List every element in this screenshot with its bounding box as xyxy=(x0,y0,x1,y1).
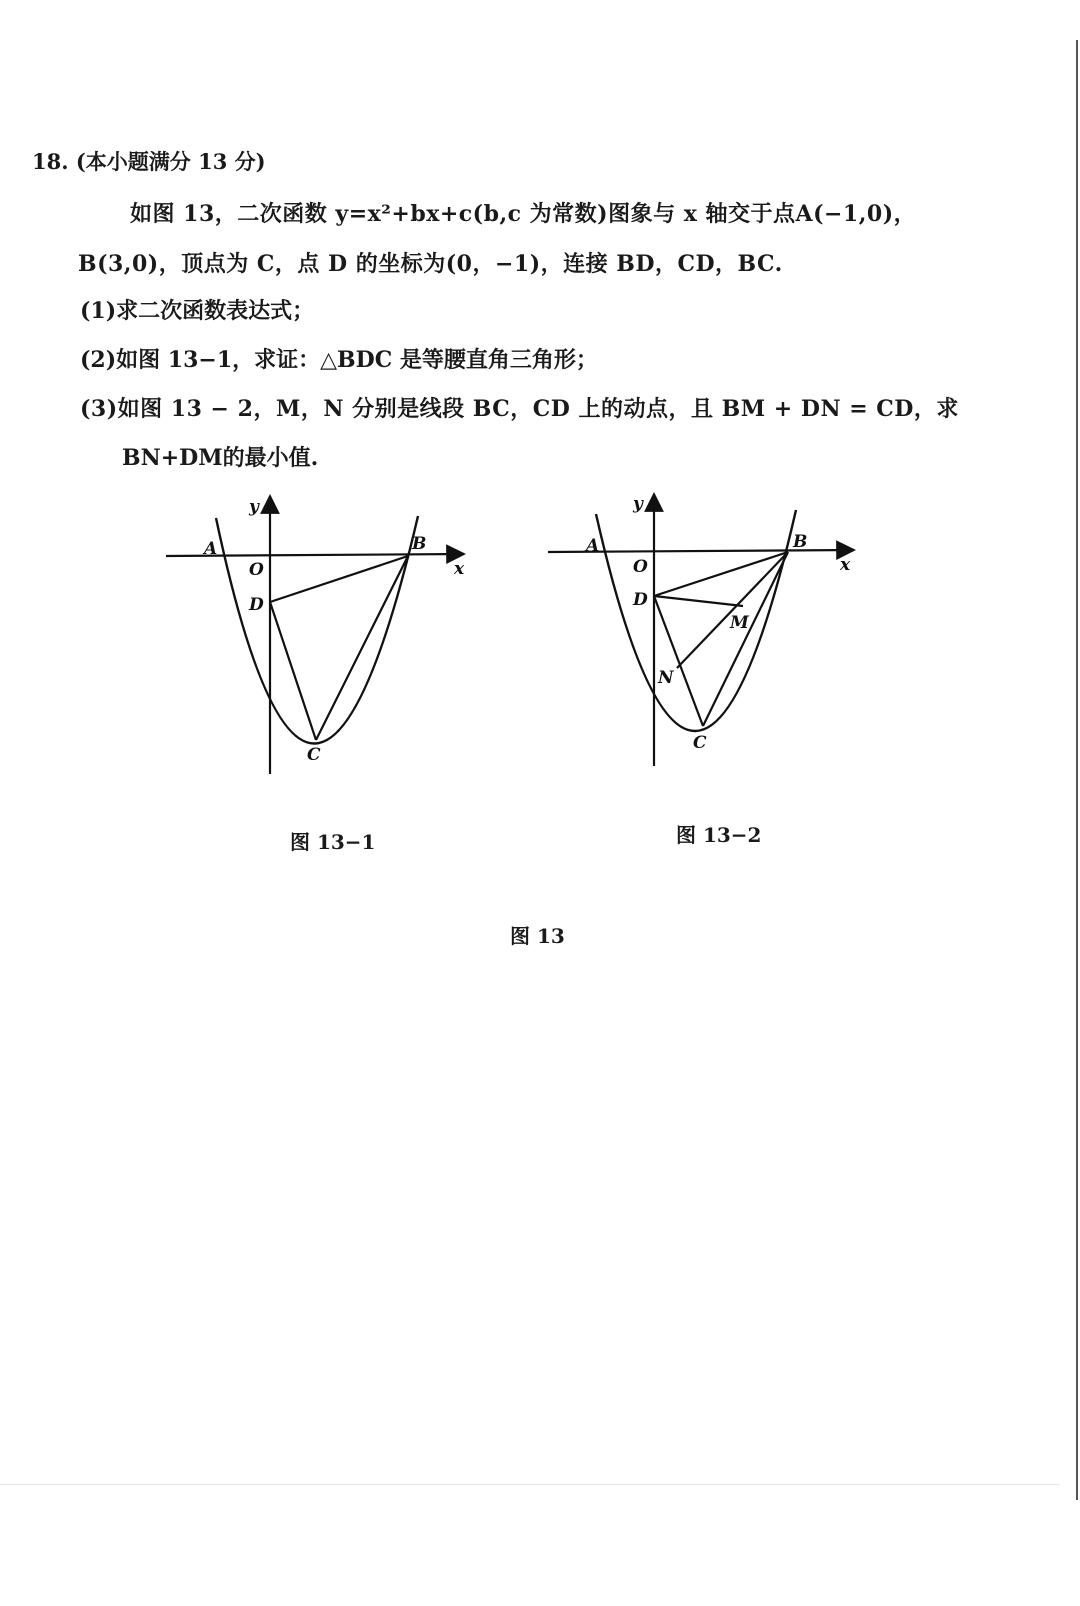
question-stem-line-2: B(3,0)，顶点为 C，点 D 的坐标为(0，−1)，连接 BD，CD，BC. xyxy=(78,251,783,277)
segment-dm xyxy=(654,596,743,606)
label-a: A xyxy=(586,536,600,556)
label-c: C xyxy=(693,733,707,753)
question-stem-line-1: 如图 13，二次函数 y=x²+bx+c(b,c 为常数)图象与 x 轴交于点A(−1,0)， xyxy=(130,201,917,227)
page-bottom-rule xyxy=(0,1484,1060,1485)
figure-13-caption: 图 13 xyxy=(510,924,565,948)
label-o: O xyxy=(249,560,264,580)
figure-13-2 xyxy=(548,490,868,794)
label-y: y xyxy=(633,494,643,514)
parabola-curve xyxy=(216,516,418,744)
figure-13-1 xyxy=(160,490,480,794)
part-2: (2)如图 13−1，求证：△BDC 是等腰直角三角形； xyxy=(80,347,598,373)
label-o: O xyxy=(633,557,648,577)
part-3-line-1: (3)如图 13 − 2，M，N 分别是线段 BC，CD 上的动点，且 BM + DN = CD，求 xyxy=(80,396,959,422)
label-c: C xyxy=(307,745,321,765)
label-m: M xyxy=(730,613,749,633)
figure-13-1-caption: 图 13−1 xyxy=(290,830,376,854)
page-edge-rule xyxy=(1076,40,1078,1500)
question-header: 18. (本小题满分 13 分) xyxy=(32,149,266,174)
label-d: D xyxy=(249,595,264,615)
label-x: x xyxy=(454,559,465,579)
label-b: B xyxy=(793,532,808,552)
segment-dc xyxy=(270,602,316,740)
label-x: x xyxy=(840,555,851,575)
label-y: y xyxy=(249,497,259,517)
figure-13-2-caption: 图 13−2 xyxy=(676,823,762,847)
part-1: (1)求二次函数表达式； xyxy=(80,298,315,324)
parabola-curve xyxy=(596,510,796,731)
label-a: A xyxy=(204,539,218,559)
label-d: D xyxy=(633,590,648,610)
segment-bc xyxy=(316,556,408,740)
label-b: B xyxy=(412,534,427,554)
part-3-line-2: BN+DM的最小值. xyxy=(122,445,319,471)
label-n: N xyxy=(658,668,674,688)
segment-bc xyxy=(703,552,788,726)
